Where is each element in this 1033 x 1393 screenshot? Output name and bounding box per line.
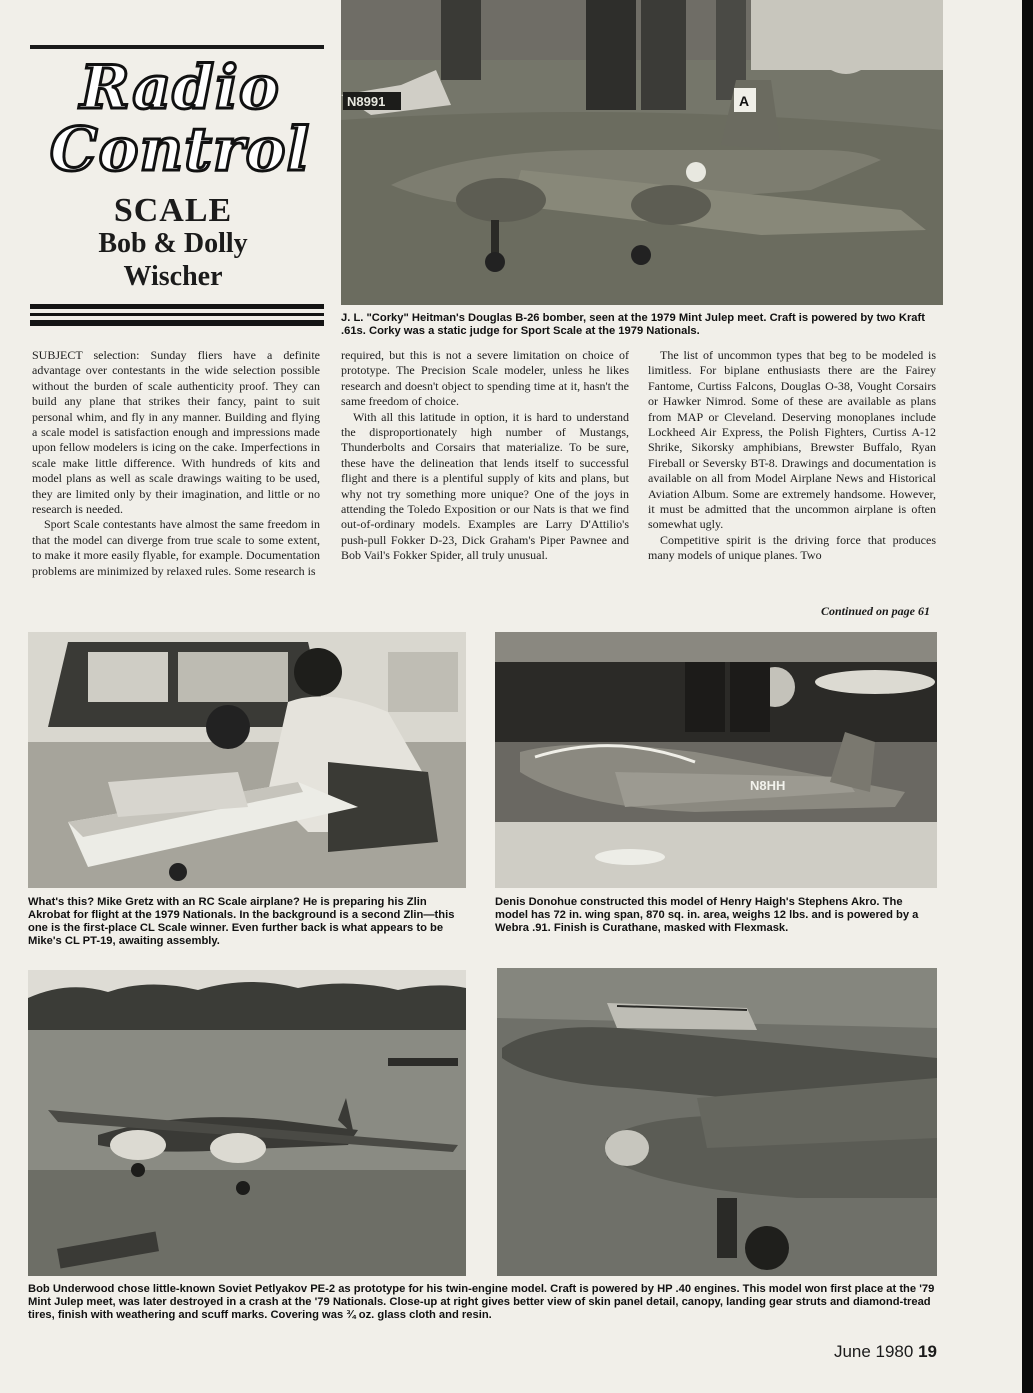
section-heading: SCALE (113, 192, 233, 229)
continued-note: Continued on page 61 (820, 604, 930, 618)
photo-pe2-field (28, 970, 466, 1276)
photo-stephens-akro (495, 632, 937, 888)
paragraph: The list of uncommon types that beg to be modeled is limitless. For biplane enthusiasts there are the Fairey Fantome, Curtiss Falcons, Douglas O-38, Vought Corsairs or Hawker Nimrod. Some of these are available as plans from MAP or Cleveland. Deserving monoplanes include Lockheed Air Express, the Polish Fighters, Curtiss A-12 Shrike, Sikorsky amphibians, Brewster Buffalo, Ryan Fireball or Seversky BT-8. Drawings and documentation is available on all from Model Airplane News and Historical Aviation Album. Some are extremely handsome. However, it must be admitted that the uncommon airplane is often somewhat ugly. (648, 348, 936, 532)
caption-underwood: Bob Underwood chose little-known Soviet Petlyakov PE-2 as prototype for his twin-engine model. Craft is powered by HP .40 engines. This model won first place at the '79 Mint Julep meet, was later destroyed in a crash at the '79 Nationals. Close-up at right gives better view of skin panel detail, canopy, landing gear struts and diamond-tread tires, finish with weathering and scuff marks. Covering was ¾ oz. glass cloth and resin. (28, 1283, 935, 1321)
paragraph: With all this latitude in option, it is hard to understand the disproportionately high number of Mustangs, Thunderbolts and Corsairs that materialize. To be sure, these have the delineation that lends itself to successful flight and there is a plentiful supply of kits and plans, but why not try something more unique? One of the joys in attending the Toledo Exposition or our Nats is that we find out-of-ordinary models. Examples are Larry D'Attilio's push-pull Fokker D-23, Dick Graham's Piper Pawnee and Bob Vail's Fokker Spider, all truly unusual. (341, 409, 629, 563)
registration-n8991: N8991 (347, 94, 386, 109)
masthead-divider (30, 320, 324, 326)
author-line-1: Bob & Dolly (98, 228, 248, 259)
masthead-rule (30, 45, 324, 49)
caption-donohue: Denis Donohue constructed this model of Henry Haigh's Stephens Akro. The model has 72 in. wing span, 870 sq. in. area, weighs 12 lbs. and is powered by a Webra .91. Finish is Curathane, masked with Flexmask. (495, 896, 919, 934)
photo-mike-gretz-zlin (28, 632, 466, 888)
column-title-radio: Radio (80, 53, 280, 123)
paragraph: required, but this is not a severe limitation on choice of prototype. The Precision Scale modeler, unless he likes research and doesn't object to spending time at it, hasn't the same freedom of choice. (341, 348, 629, 409)
registration-n8hh: N8HH (750, 778, 786, 793)
article-column-3 (648, 348, 936, 564)
page-number: 19 (918, 1342, 937, 1361)
article-column-2 (341, 348, 629, 564)
page-footer (760, 1342, 937, 1362)
caption-gretz: What's this? Mike Gretz with an RC Scale airplane? He is preparing his Zlin Akrobat for flight at the 1979 Nationals. In the background is a second Zlin—this one is the first-place CL Scale winner. Even further back is what appears to be Mike's CL PT-19, awaiting assembly. (28, 896, 455, 947)
paragraph: Competitive spirit is the driving force that produces many models of unique planes. Two (648, 532, 936, 563)
photo-b26-bomber (341, 0, 943, 305)
photo-pe2-closeup (497, 968, 937, 1276)
scan-edge (1022, 0, 1033, 1393)
caption-b26: J. L. "Corky" Heitman's Douglas B-26 bomber, seen at the 1979 Mint Julep meet. Craft is powered by two Kraft .61s. Corky was a static judge for Sport Scale at the 1979 Nationals. (341, 312, 925, 337)
author-line-2: Wischer (123, 261, 223, 292)
column-title-control: Control (49, 115, 311, 185)
masthead-divider (30, 313, 324, 316)
paragraph: SUBJECT selection: Sunday fliers have a definite advantage over contestants in the wide selection possible without the burden of scale authenticity proof. They can build any plane that strikes their fancy, paint to suit personal whim, and fly in any manner. Building and flying a scale model is satisfaction enough and impressions made upon fellow modelers is icing on the cake. Imperfections in scale make little difference. With hundreds of kits and model plans as well as scale drawings waiting to be used, they are limited only by their imagination, and little or no research is needed. (32, 348, 320, 517)
article-column-1 (32, 348, 320, 579)
issue-date: June 1980 (833, 1342, 914, 1361)
paragraph: Sport Scale contestants have almost the same freedom in that the model can diverge from true scale to some extent, to make it more easily flyable, for example. Documentation problems are minimized by relaxed rules. Some research is (32, 517, 320, 578)
tail-letter: A (739, 93, 750, 109)
masthead-divider (30, 304, 324, 309)
